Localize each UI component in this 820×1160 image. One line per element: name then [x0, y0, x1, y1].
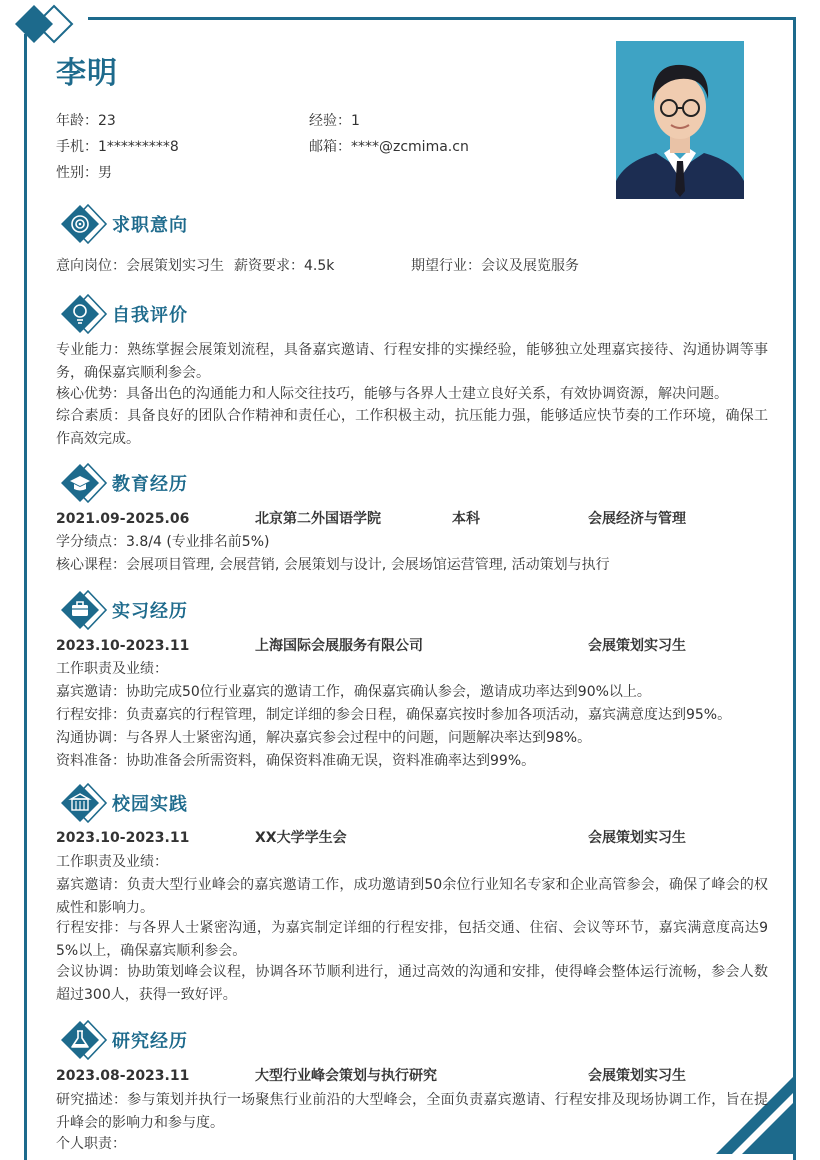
research-role: 会展策划实习生: [588, 1068, 686, 1084]
campus-duty-schedule: 行程安排：与各界人士紧密沟通，为嘉宾制定详细的行程安排，包括交通、住宿、会议等环节，嘉宾满意度高达95%以上，确保嘉宾顺利参会。: [56, 920, 768, 959]
self-eval-strength: 核心优势：具备出色的沟通能力和人际交往技巧，能够与各界人士建立良好关系，有效协调资源，解决问题。: [56, 386, 728, 402]
section-header-intent: [58, 203, 188, 245]
age-field: 年龄：23: [56, 113, 116, 129]
campus-date: 2023.10-2023.11: [56, 830, 190, 846]
school-building-icon: [58, 782, 108, 824]
education-school: 北京第二外国语学院: [255, 511, 381, 527]
education-degree: 本科: [452, 511, 480, 527]
section-header-research: [58, 1019, 188, 1061]
internship-date: 2023.10-2023.11: [56, 638, 190, 654]
frame-left-border: [24, 34, 27, 1160]
experience-field: 经验：1: [309, 113, 360, 129]
section-header-self-eval: [58, 293, 188, 335]
self-eval-quality: 综合素质：具备良好的团队合作精神和责任心，工作积极主动，抗压能力强，能够适应快节奏的工作环境，确保工作高效完成。: [56, 408, 768, 447]
phone-field: 手机：1*********8: [56, 139, 179, 155]
intent-salary: 薪资要求：4.5k: [234, 258, 335, 274]
section-title-self-eval: 自我评价: [112, 305, 188, 326]
profile-photo: [616, 41, 744, 199]
frame-right-border: [793, 17, 796, 1160]
intent-position: 意向岗位：会展策划实习生: [56, 258, 224, 274]
briefcase-icon: [58, 589, 108, 631]
education-date: 2021.09-2025.06: [56, 511, 190, 527]
lightbulb-icon: [58, 293, 108, 335]
internship-duty-schedule: 行程安排：负责嘉宾的行程管理，制定详细的参会日程，确保嘉宾按时参加各项活动，嘉宾满意度达到95%。: [56, 707, 732, 723]
intent-industry: 期望行业：会议及展览服务: [411, 258, 579, 274]
campus-duties-label: 工作职责及业绩：: [56, 854, 168, 870]
internship-duty-materials: 资料准备：协助准备会所需资料，确保资料准确无误，资料准确率达到99%。: [56, 753, 536, 769]
campus-role: 会展策划实习生: [588, 830, 686, 846]
research-topic: 大型行业峰会策划与执行研究: [255, 1068, 437, 1084]
internship-duty-communication: 沟通协调：与各界人士紧密沟通，解决嘉宾参会过程中的问题，问题解决率达到98%。: [56, 730, 592, 746]
self-eval-professional: 专业能力：熟练掌握会展策划流程，具备嘉宾邀请、行程安排的实操经验，能够独立处理嘉宾接待、沟通协调等事务，确保嘉宾顺利参会。: [56, 342, 768, 381]
flask-icon: [58, 1019, 108, 1061]
gender-field: 性别：男: [56, 165, 112, 181]
research-duties-label: 个人职责：: [56, 1136, 126, 1152]
education-gpa: 学分绩点：3.8/4 (专业排名前5%): [56, 534, 270, 550]
education-major: 会展经济与管理: [588, 511, 686, 527]
campus-duty-invite: 嘉宾邀请：负责大型行业峰会的嘉宾邀请工作，成功邀请到50余位行业知名专家和企业高管参会，确保了峰会的权威性和影响力。: [56, 877, 768, 916]
frame-top-border: [88, 17, 796, 20]
campus-org: XX大学学生会: [255, 830, 347, 846]
section-title-education: 教育经历: [112, 474, 188, 495]
corner-diamond-logo: [8, 2, 80, 46]
candidate-name: 李明: [56, 56, 118, 91]
email-field: 邮箱：****@zcmima.cn: [309, 139, 469, 155]
internship-duties-label: 工作职责及业绩：: [56, 661, 168, 677]
section-header-campus: [58, 782, 188, 824]
section-header-internship: [58, 589, 188, 631]
education-courses: 核心课程：会展项目管理, 会展营销, 会展策划与设计, 会展场馆运营管理, 活动策划与执行: [56, 557, 610, 573]
internship-role: 会展策划实习生: [588, 638, 686, 654]
campus-duty-coordination: 会议协调：协助策划峰会议程，协调各环节顺利进行，通过高效的沟通和安排，使得峰会整体运行流畅，参会人数超过300人，获得一致好评。: [56, 964, 768, 1003]
section-title-intent: 求职意向: [112, 215, 188, 236]
section-title-internship: 实习经历: [112, 601, 188, 622]
internship-company: 上海国际会展服务有限公司: [255, 638, 423, 654]
target-icon: [58, 203, 108, 245]
section-title-campus: 校园实践: [112, 794, 188, 815]
internship-duty-invite: 嘉宾邀请：协助完成50位行业嘉宾的邀请工作，确保嘉宾确认参会，邀请成功率达到90%以上。: [56, 684, 651, 700]
graduation-cap-icon: [58, 462, 108, 504]
research-description: 研究描述：参与策划并执行一场聚焦行业前沿的大型峰会，全面负责嘉宾邀请、行程安排及现场协调工作，旨在提升峰会的影响力和参与度。: [56, 1092, 768, 1131]
research-date: 2023.08-2023.11: [56, 1068, 190, 1084]
section-header-education: [58, 462, 188, 504]
section-title-research: 研究经历: [112, 1031, 188, 1052]
